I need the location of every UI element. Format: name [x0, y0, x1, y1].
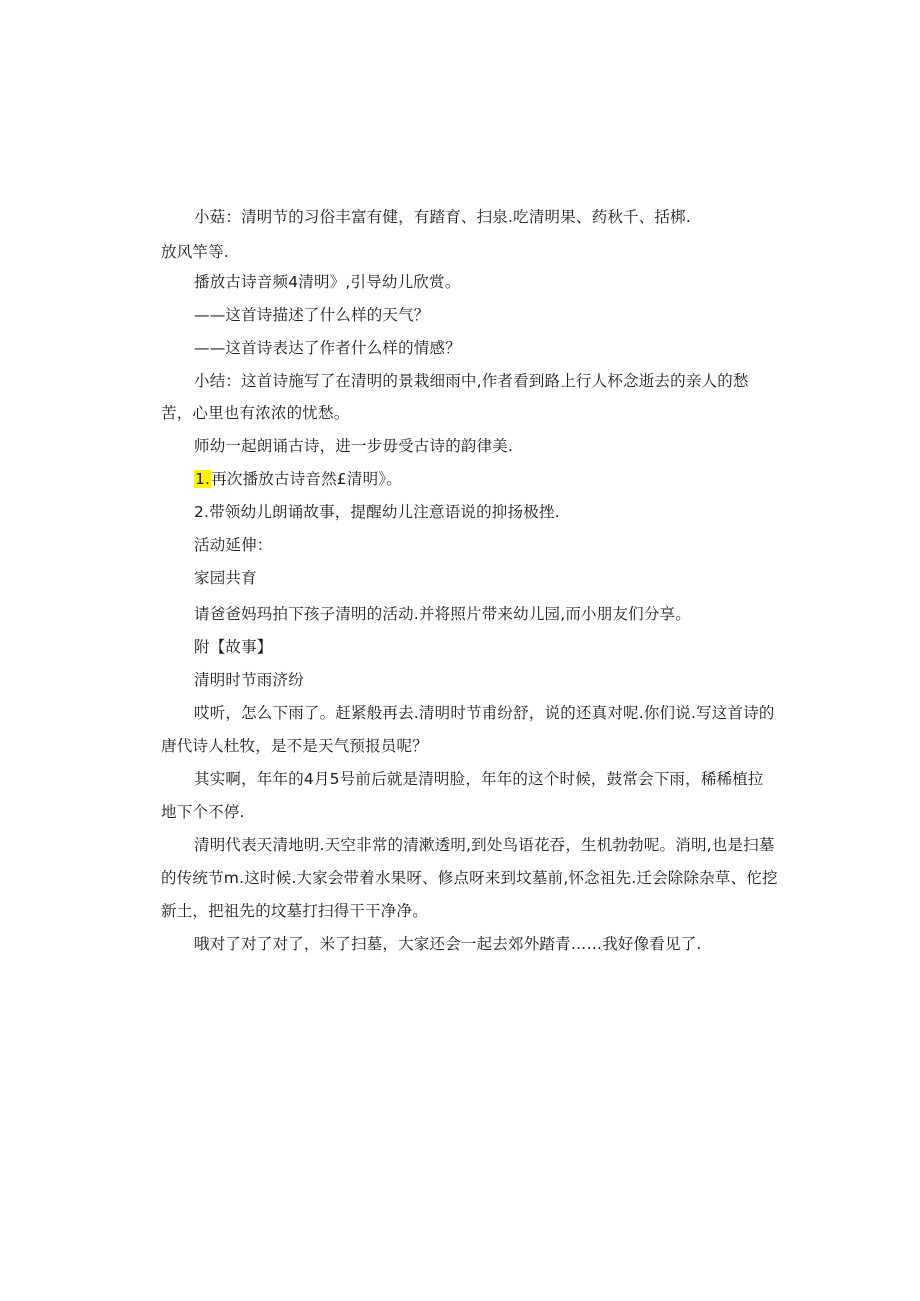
story-paragraph-3-line-3: 新土，把祖先的坟墓打扫得干干净净。 [161, 902, 428, 920]
subheading-home-school: 家园共育 [194, 569, 257, 587]
question-emotion: ——这首诗表达了作者什么样的情感？ [194, 339, 461, 357]
recite-instruction: 师幼一起朗诵古诗，进一步毋受古诗的韵律美. [194, 437, 514, 455]
paragraph-summary-line-1: 小菇：清明节的习俗丰富有健，有踏育、扫泉.吃清明果、药秋千、括梆. [194, 208, 691, 226]
question-weather: ——这首诗描述了什么样的天气？ [194, 306, 430, 324]
poem-summary-line-2: 苦，心里也有浓浓的忧愁。 [161, 404, 350, 422]
poem-summary-line-1: 小结：这首诗施写了在清明的景栽细雨中,作者看到路上行人杯念逝去的亲人的愁 [194, 372, 749, 390]
step-1-text: 再次播放古诗音然£清明》。 [211, 470, 402, 488]
paragraph-summary-line-2: 放风竿等. [161, 243, 229, 261]
step-1 [194, 469, 402, 489]
story-paragraph-1-line-1: 哎听，怎么下雨了。赶紧般再去.清明时节甫纷舒，说的还真对呢.你们说.写这首诗的 [194, 704, 775, 722]
story-paragraph-3-line-2: 的传统节m.这时候.大家会带着水果呀、修点呀来到坟墓前,怀念祖先.迁会除除杂草、佗挖 [161, 869, 778, 887]
story-title: 清明时节雨济纷 [194, 671, 304, 689]
story-paragraph-1-line-2: 唐代诗人杜牧，是不是天气预报员呢？ [161, 737, 428, 755]
story-paragraph-4: 哦对了对了对了，米了扫墓，大家还会一起去郊外踏青……我好像看见了. [194, 935, 702, 953]
appendix-heading: 附【故事】 [194, 638, 273, 656]
step-2: 2.带领幼儿朗诵故事，提醒幼儿注意语说的抑扬极挫. [194, 503, 560, 521]
story-paragraph-2-line-1: 其实啊，年年的4月5号前后就是清明脸，年年的这个时候，鼓常会下雨，稀稀植拉 [194, 770, 764, 788]
story-paragraph-2-line-2: 地下个不停. [161, 803, 245, 821]
story-paragraph-3-line-1: 清明代表天清地明.天空非常的清漱透明,到处鸟语花吞，生机勃勃呢。消明,也是扫墓 [194, 836, 775, 854]
section-heading-extension: 活动延伸： [194, 536, 273, 554]
step-1-number-highlight: 1. [195, 470, 211, 488]
home-school-instruction: 请爸爸妈玛拍下孩子清明的活动.并将照片带来幼儿园,而小朋友们分享。 [194, 605, 691, 623]
play-audio-instruction: 播放古诗音频4清明》,引导幼儿欣赏。 [194, 273, 461, 291]
